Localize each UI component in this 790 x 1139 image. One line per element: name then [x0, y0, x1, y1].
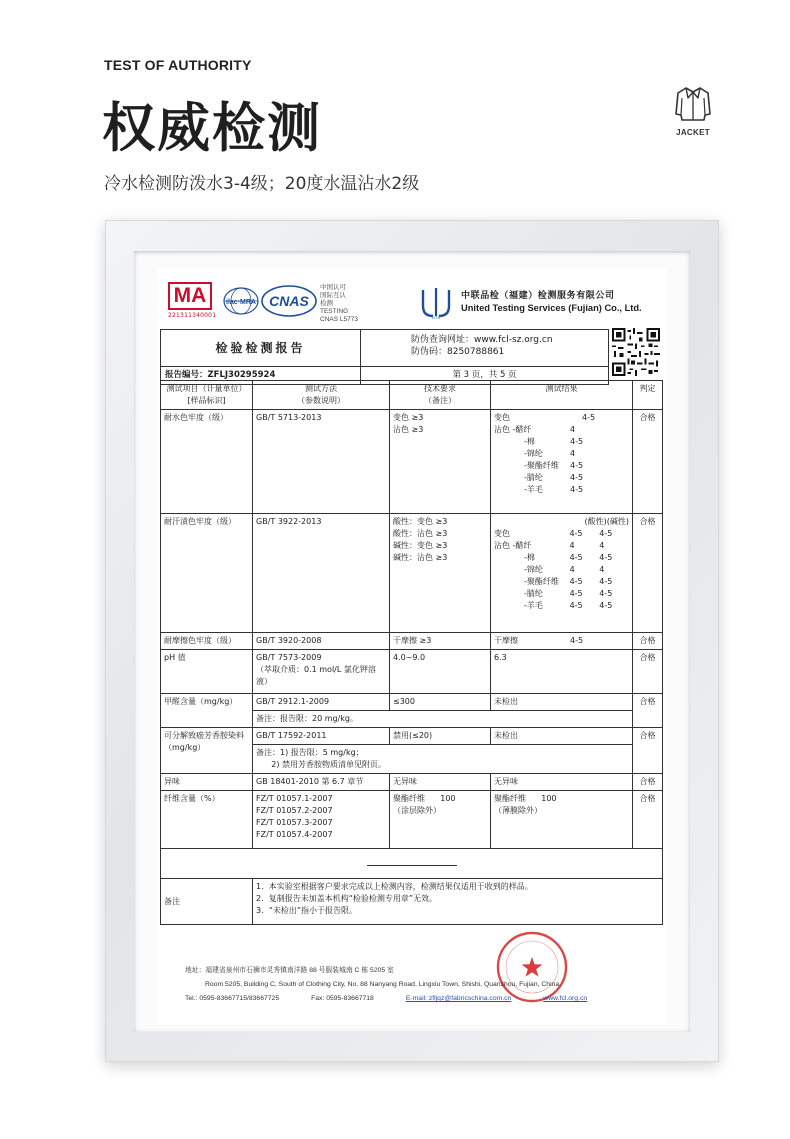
- item-requirement: 酸性：变色 ≥3 酸性：沾色 ≥3 碱性：变色 ≥3 碱性：沾色 ≥3: [390, 514, 491, 633]
- item-judgement: 合格: [633, 410, 663, 514]
- result-value-acid: 4-5: [569, 529, 583, 538]
- item-note: 备注：报告限：20 mg/kg。: [253, 711, 633, 728]
- result-key: -羊毛: [524, 601, 543, 610]
- col-header-requirement: 技术要求 （备注）: [390, 381, 491, 410]
- result-value: 4-5: [570, 437, 584, 446]
- item-name: 耐汗渍色牢度（级）: [161, 514, 253, 633]
- result-key: -棉: [524, 553, 535, 562]
- cnas-line: TESTING: [320, 308, 349, 315]
- cnas-logo: [260, 284, 318, 318]
- jacket-icon: [673, 84, 713, 124]
- address-cn: 地址：福建省泉州市石狮市灵秀镇南洋路 88 号服装城南 C 栋 5205 室: [185, 967, 394, 974]
- item-requirement: 变色 ≥3 沾色 ≥3: [390, 410, 491, 514]
- result-key: 干摩擦: [494, 636, 518, 645]
- result-key: 变色: [494, 413, 510, 422]
- email-link[interactable]: E-mail: zfljqz@fabricschina.com.cn: [405, 995, 512, 1002]
- item-judgement: 合格: [633, 514, 663, 633]
- report-number: 报告编号：ZFLJ30295924: [161, 367, 361, 384]
- item-method: GB/T 2912.1-2009: [253, 694, 390, 711]
- item-method: FZ/T 01057.1-2007 FZ/T 01057.2-2007 FZ/T 01057.3-2007 FZ/T 01057.4-2007: [253, 791, 390, 849]
- result-value-alkaline: 4: [599, 565, 605, 574]
- result-value-alkaline: 4-5: [599, 589, 613, 598]
- table-row: [161, 774, 663, 791]
- result-value-alkaline: 4: [599, 541, 605, 550]
- item-name: 耐摩擦色牢度（级）: [161, 633, 253, 650]
- item-judgement: 合格: [633, 774, 663, 791]
- test-results-table: [160, 380, 663, 925]
- result-value: 4-5: [582, 413, 596, 422]
- table-row: [161, 728, 663, 745]
- item-result: 未检出: [491, 694, 633, 711]
- result-key: 变色: [494, 529, 510, 538]
- item-result: [491, 514, 633, 633]
- anti-fake-code: 防伪码：8250788861: [411, 347, 505, 357]
- item-method: GB/T 7573-2009 （萃取介质：0.1 mol/L 氯化钾溶液）: [253, 650, 390, 694]
- tel: Tel.: 0595-83667715/83667725: [185, 995, 280, 1002]
- result-value: 4-5: [570, 636, 584, 645]
- remarks-label: 备注: [161, 879, 253, 925]
- item-result: [491, 410, 633, 514]
- item-result: [491, 633, 633, 650]
- page-subtitle: 冷水检测防泼水3-4级；20度水温沾水2级: [104, 174, 420, 194]
- lab-name-en: United Testing Services (Fujian) Co., Ltd.: [461, 303, 642, 313]
- address-en: Room 5205, Building C, South of Clothing City, No. 88 Nanyang Road, Lingxiu Town, Shishi, Quanzhou, Fujian, China.: [205, 981, 562, 988]
- item-note: 备注：1) 报告限：5 mg/kg； 2) 禁用芳香胺物质清单见附页。: [253, 745, 633, 774]
- result-key: -锦纶: [524, 565, 543, 574]
- item-judgement: 合格: [633, 694, 663, 728]
- result-value: 4-5: [570, 473, 584, 482]
- item-judgement: 合格: [633, 633, 663, 650]
- remarks-text: 1. 本实验室根据客户要求完成以上检测内容，检测结果仅适用于收到的样品。 2. 复制报告未加盖本机构“检验检测专用章”无效。 3. “未检出”指小于报告限。: [253, 879, 663, 925]
- result-key: -腈纶: [524, 473, 543, 482]
- col-header-judgement: 判定: [633, 381, 663, 410]
- qr-code: [612, 328, 660, 376]
- cnas-text: CNAS: [269, 293, 309, 309]
- result-key: -羊毛: [524, 485, 543, 494]
- page-indicator: 第 3 页，共 5 页: [452, 370, 517, 380]
- item-name: 异味: [161, 774, 253, 791]
- table-row: [161, 410, 663, 514]
- certification-logos: [168, 282, 668, 324]
- result-value-acid: 4: [569, 565, 575, 574]
- item-method: GB/T 5713-2013: [253, 410, 390, 514]
- cma-mark: MA: [168, 282, 212, 310]
- item-name: 可分解致癌芳香胺染料（mg/kg）: [161, 728, 253, 774]
- header-eyebrow: TEST OF AUTHORITY: [104, 57, 252, 73]
- anti-fake-info: [361, 330, 608, 366]
- table-row: [161, 514, 663, 633]
- cnas-line: 国际互认: [320, 292, 346, 299]
- report-title: 检验检测报告: [161, 330, 361, 366]
- result-key: -腈纶: [524, 589, 543, 598]
- result-value-acid: 4-5: [569, 589, 583, 598]
- item-result: 聚酯纤维 100 （薄膜除外）: [491, 791, 633, 849]
- end-line: [367, 865, 457, 866]
- item-name: 纤维含量（%）: [161, 791, 253, 849]
- item-method: GB/T 3920-2008: [253, 633, 390, 650]
- result-value-alkaline: 4-5: [599, 577, 613, 586]
- col-header-result: 测试结果: [491, 381, 633, 410]
- test-report-document: [157, 268, 667, 1024]
- item-judgement: 合格: [633, 791, 663, 849]
- uts-mark: UTS: [432, 315, 440, 320]
- cnas-line: 检测: [320, 300, 333, 307]
- result-key: -聚酯纤维: [524, 577, 559, 586]
- item-method: GB 18401-2010 第 6.7 章节: [253, 774, 390, 791]
- item-method: GB/T 3922-2013: [253, 514, 390, 633]
- anti-fake-url: 防伪查询网址：www.fcl-sz.org.cn: [411, 335, 553, 345]
- result-value-alkaline: 4-5: [599, 601, 613, 610]
- ilac-text: ilac·MRA: [226, 299, 256, 306]
- cnas-caption: [320, 284, 358, 324]
- result-value-alkaline: 4-5: [599, 529, 613, 538]
- result-value-acid: 4-5: [569, 553, 583, 562]
- result-value-acid: 4: [569, 541, 575, 550]
- table-row: [161, 650, 663, 694]
- uts-logo: [417, 286, 455, 320]
- result-key: -棉: [524, 437, 535, 446]
- result-key: -锦纶: [524, 449, 543, 458]
- result-value-acid: 4-5: [569, 577, 583, 586]
- result-value: 4-5: [570, 461, 584, 470]
- col-header-item: 测试项目（计量单位） [样品标识]: [161, 381, 253, 410]
- jacket-badge: [668, 84, 718, 137]
- result-value-acid: 4-5: [569, 601, 583, 610]
- website-link[interactable]: www.fcl.org.cn: [543, 995, 588, 1002]
- jacket-label: JACKET: [676, 128, 710, 137]
- result-key: 沾色 -醋纤: [494, 425, 532, 434]
- blank-row: [161, 849, 663, 879]
- item-result: 未检出: [491, 728, 633, 745]
- item-requirement: 干摩擦 ≥3: [390, 633, 491, 650]
- result-value: 4-5: [570, 485, 584, 494]
- item-requirement: 禁用(≤20): [390, 728, 491, 745]
- table-row: [161, 694, 663, 711]
- item-requirement: 无异味: [390, 774, 491, 791]
- item-requirement: 4.0~9.0: [390, 650, 491, 694]
- item-method: GB/T 17592-2011: [253, 728, 390, 745]
- item-requirement: 聚酯纤维 100 （涂层除外）: [390, 791, 491, 849]
- item-judgement: 合格: [633, 650, 663, 694]
- table-row-blank: [161, 849, 663, 879]
- col-header-method: 测试方法 （参数说明）: [253, 381, 390, 410]
- item-requirement: ≤300: [390, 694, 491, 711]
- cnas-line: 中国认可: [320, 284, 346, 291]
- item-name: 甲醛含量（mg/kg）: [161, 694, 253, 728]
- item-name: 耐水色牢度（级）: [161, 410, 253, 514]
- result-key: -聚酯纤维: [524, 461, 559, 470]
- table-row: [161, 791, 663, 849]
- result-value: 4: [570, 425, 576, 434]
- fax: Fax: 0595-83667718: [311, 995, 374, 1002]
- item-name: pH 值: [161, 650, 253, 694]
- result-key: 沾色 -醋纤: [494, 541, 532, 550]
- ilac-mra-logo: [222, 286, 260, 316]
- table-row: [161, 633, 663, 650]
- table-header-row: [161, 381, 663, 410]
- result-header: (酸性)(碱性): [584, 517, 629, 526]
- lab-name-cn: 中联品检（福建）检测服务有限公司: [461, 291, 615, 301]
- cma-number: 221311340001: [168, 312, 217, 319]
- page-title: 权威检测: [102, 98, 322, 159]
- item-judgement: 合格: [633, 728, 663, 774]
- item-result: 无异味: [491, 774, 633, 791]
- result-value-alkaline: 4-5: [599, 553, 613, 562]
- cma-logo: [168, 282, 217, 324]
- report-footer: [185, 964, 665, 1006]
- table-row-remarks: [161, 879, 663, 925]
- item-result: 6.3: [491, 650, 633, 694]
- cnas-line: CNAS L5773: [320, 316, 358, 323]
- report-header-box: [160, 329, 609, 385]
- result-value: 4: [570, 449, 576, 458]
